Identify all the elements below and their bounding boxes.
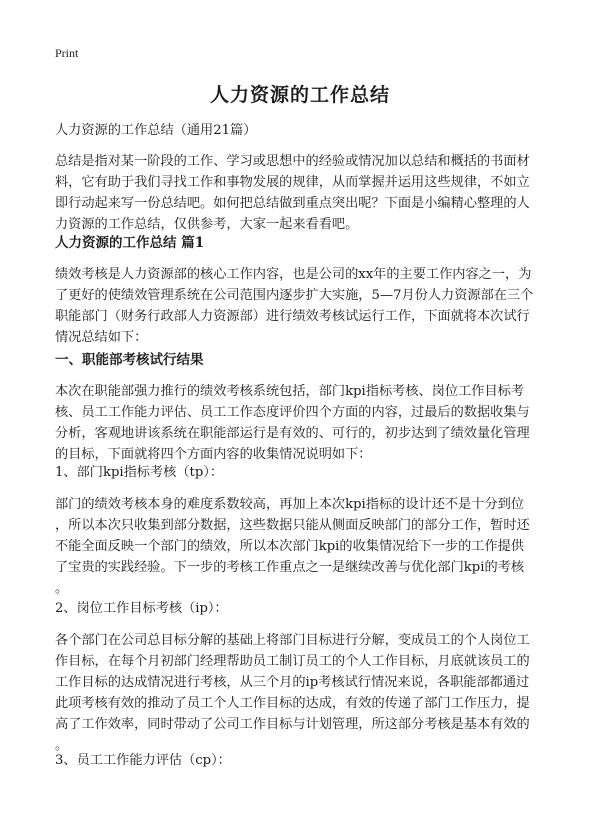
document-subtitle: 人力资源的工作总结（通用21篇） <box>55 123 257 138</box>
section-heading: 人力资源的工作总结 篇1 <box>55 235 205 251</box>
paragraph-1: 绩效考核是人力资源部的核心工作内容，也是公司的xx年的主要工作内容之一，为 了更好的使绩效管理系统在公司范围内逐步扩大实施，5—7月份人力资源部在三个 职能部门（财务行政部人力资源部）进行绩效考核试运行工作，下面就将本次试行 情况总结如下： <box>55 267 534 345</box>
print-link[interactable]: Print <box>55 46 79 60</box>
intro-paragraph: 总结是指对某一阶段的工作、学习或思想中的经验或情况加以总结和概括的书面材 料，它有助于我们寻找工作和事物发展的规律，从而掌握并运用这些规律，不如立 即行动起来写一份总结吧。如何把总结做到重点突出呢？下面是小编精心整理的人 力资源的工作总结，仅供参考，大家一起来看看吧。 <box>55 154 530 232</box>
page-title: 人力资源的工作总结 <box>209 84 390 106</box>
sub-heading: 一、职能部考核试行结果 <box>55 352 204 368</box>
list-item-3: 3、员工工作能力评估（cp）： <box>55 753 231 768</box>
paragraph-3: 部门的绩效考核本身的难度系数较高，再加上本次kpi指标的设计还不是十分到位 ，所以本次只收集到部分数据，这些数据只能从侧面反映部门的部分工作，暂时还 不能全面反映一个部门的绩效，所以本次部门kpi的收集情况给下一步的工作提供 了宝贵的实践经验。下一步的考核工作重点之一是继续改善与优化部门kpi的考核 。 <box>55 497 530 596</box>
paragraph-2: 本次在职能部强力推行的绩效考核系统包括，部门kpi指标考核、岗位工作目标考 核、员工工作能力评估、员工工作态度评价四个方面的内容，过最后的数据收集与 分析，客观地讲该系统在职能部运行是有效的、可行的，初步达到了绩效量化管理 的目标，下面就将四个方面内容的收集情况说明如下： <box>55 384 530 462</box>
paragraph-4: 各个部门在公司总目标分解的基础上将部门目标进行分解，变成员工的个人岗位工 作目标，在每个月初部门经理帮助员工制订员工的个人工作目标，月底就该员工的 工作目标的达成情况进行考核，从三个月的ip考核试行情况来说，各职能部都通过 此项考核有效的推动了员工个人工作目标的达成，有效的传递了部门工作压力，提 高了工作效率，同时带动了公司工作目标与计划管理，所这部分考核是基本有效的 。 <box>55 633 530 753</box>
list-item-1: 1、部门kpi指标考核（tp）： <box>55 465 224 480</box>
list-item-2: 2、岗位工作目标考核（ip）： <box>55 601 228 616</box>
